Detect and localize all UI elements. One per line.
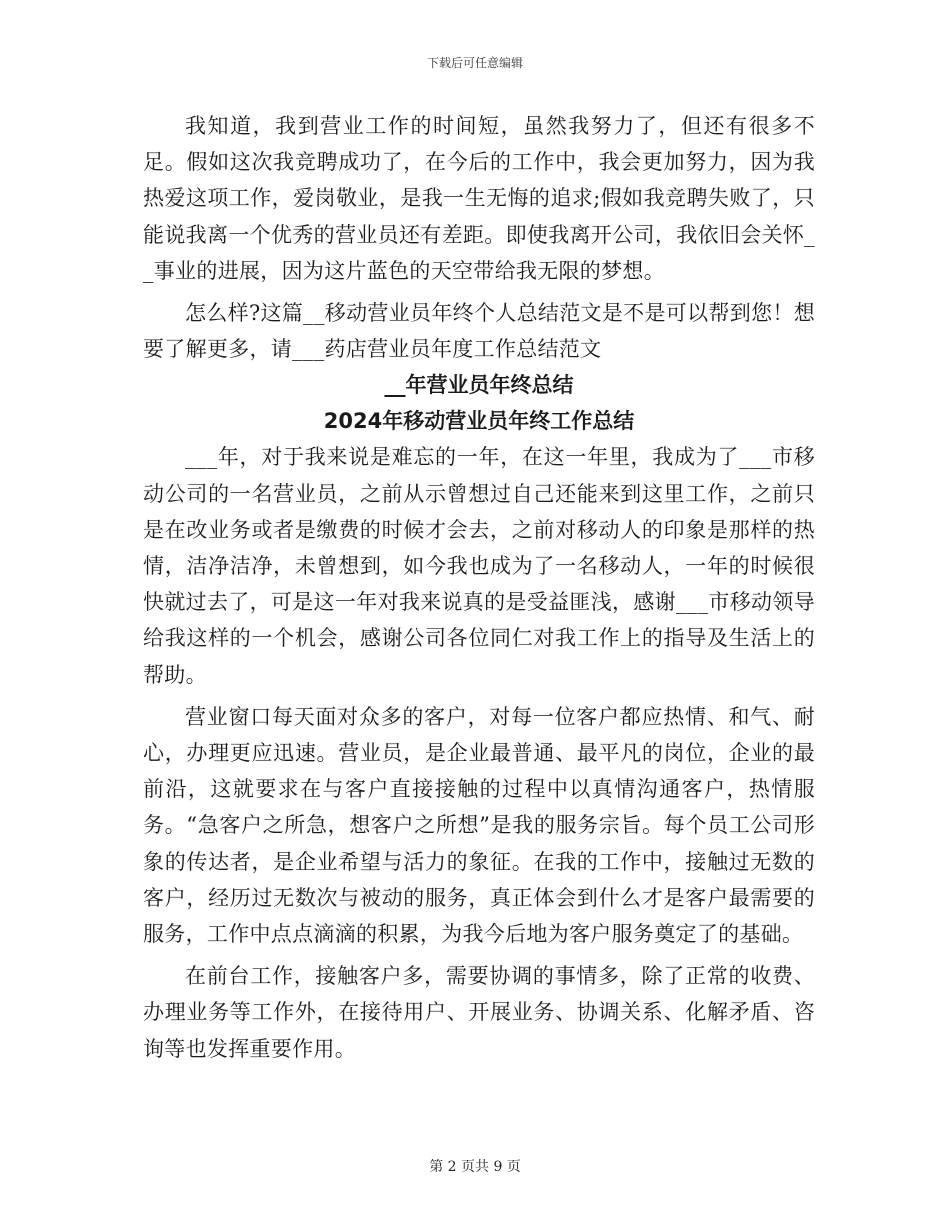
header-note: 下载后可任意编辑	[426, 56, 523, 70]
page-number: 第 2 页共 9 页	[429, 1159, 521, 1175]
paragraph-2: 怎么样?这篇__移动营业员年终个人总结范文是不是可以帮到您！想要了解更多，请___药店营业员年度工作总结范文	[143, 301, 815, 362]
paragraph-1: 我知道，我到营业工作的时间短，虽然我努力了，但还有很多不足。假如这次我竞聘成功了，在今后的工作中，我会更加努力，因为我热爱这项工作，爱岗敬业，是我一生无悔的追求;假如我竞聘失败了，只能说我离一个优秀的营业员还有差距。即使我离开公司，我依旧会关怀__事业的进展，因为这片蓝色的天空带给我无限的梦想。	[143, 114, 815, 283]
paragraph-4: 营业窗口每天面对众多的客户，对每一位客户都应热情、和气、耐心，办理更应迅速。营业员，是企业最普通、最平凡的岗位，企业的最前沿，这就要求在与客户直接接触的过程中以真情沟通客户，热情服务。“急客户之所急，想客户之所想”是我的服务宗旨。每个员工公司形象的传达者，是企业希望与活力的象征。在我的工作中，接触过无数的客户，经历过无数次与被动的服务，真正体会到什么才是客户最需要的服务，工作中点点滴滴的积累，为我今后地为客户服务奠定了的基础。	[143, 704, 815, 947]
section-title: __年营业员年终总结	[384, 373, 574, 398]
document-body	[143, 108, 815, 1067]
paragraph-3: ___年，对于我来说是难忘的一年，在这一年里，我成为了___市移动公司的一名营业员，之前从示曾想过自己还能来到这里工作，之前只是在改业务或者是缴费的时候才会去，之前对移动人的印象是那样的热情，洁净洁净，未曾想到，如今我也成为了一名移动人，一年的时候很快就过去了，可是这一年对我来说真的是受益匪浅，感谢___市移动领导给我这样的一个机会，感谢公司各位同仁对我工作上的指导及生活上的帮助。	[143, 445, 815, 687]
paragraph-5: 在前台工作，接触客户多，需要协调的事情多，除了正常的收费、办理业务等工作外，在接待用户、开展业务、协调关系、化解矛盾、咨询等也发挥重要作用。	[143, 964, 815, 1061]
document-title: 2024年移动营业员年终工作总结	[323, 409, 635, 434]
